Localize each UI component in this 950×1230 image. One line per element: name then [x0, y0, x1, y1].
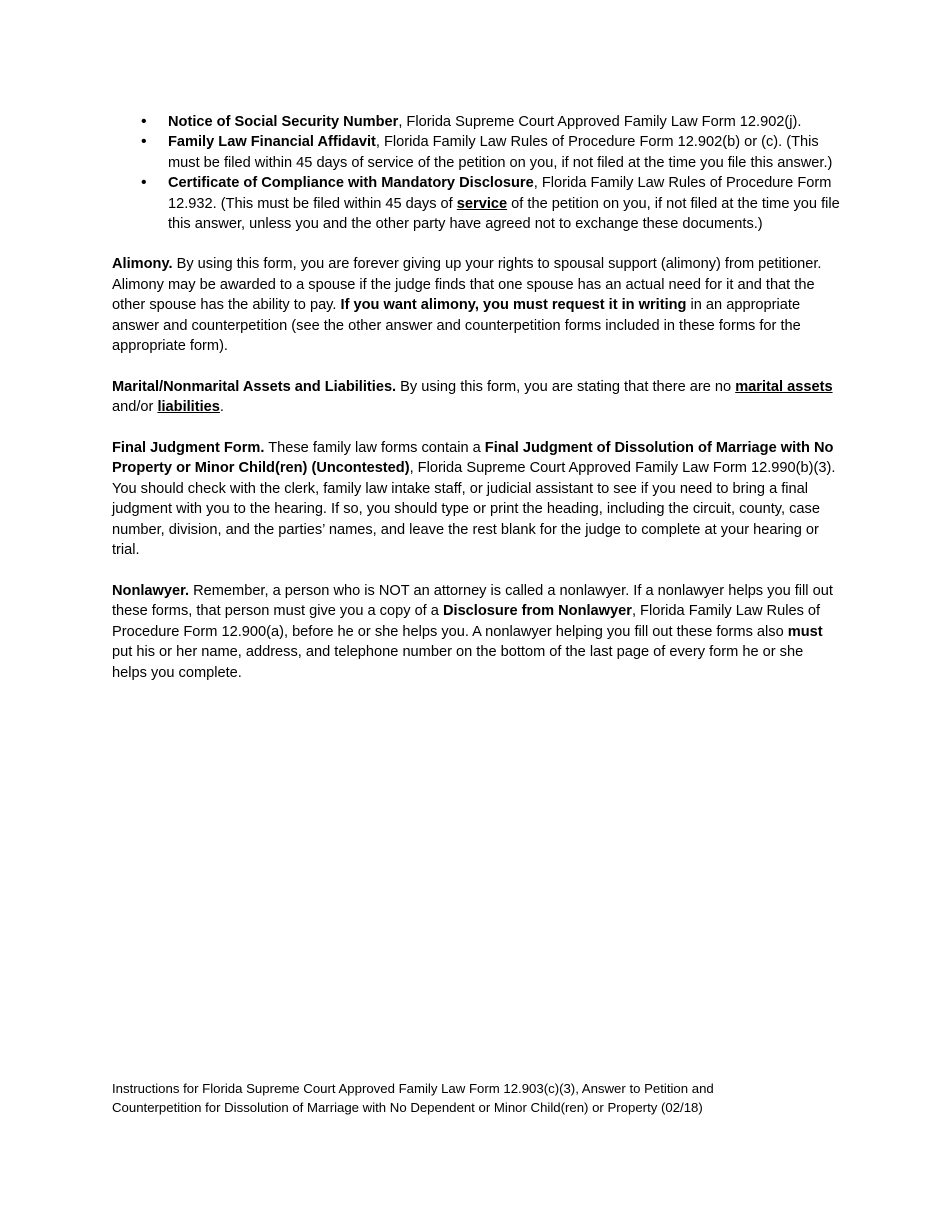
liabilities-link[interactable]: liabilities: [157, 399, 220, 416]
section-heading: Nonlawyer.: [112, 582, 190, 599]
section-text: in an appropriate answer and counterpetition (see the other answer and counterpetition forms included in these forms for the appropriate form).: [112, 297, 801, 355]
section-text: , Florida Family Law Rules of Procedure Form 12.900(a), before he or she helps you. A nonlawyer helping you fill out these forms also: [112, 603, 821, 640]
final-judgment-section: [112, 438, 840, 560]
section-text: By using this form, you are stating that there are no: [396, 378, 736, 395]
emphasis-text: must: [787, 623, 823, 640]
list-item: [168, 112, 840, 132]
footer-line: Instructions for Florida Supreme Court Approved Family Law Form 12.903(c)(3), Answer to Petition and: [112, 1081, 714, 1096]
section-text: and/or: [112, 399, 158, 416]
form-title: Certificate of Compliance with Mandatory Disclosure: [168, 175, 534, 192]
marital-assets-link[interactable]: marital assets: [735, 378, 833, 395]
footer-line: Counterpetition for Dissolution of Marriage with No Dependent or Minor Child(ren) or Property (02/18): [112, 1100, 703, 1115]
marital-assets-section: [112, 377, 840, 418]
nonlawyer-section: [112, 581, 840, 683]
form-title: Family Law Financial Affidavit: [168, 134, 376, 151]
section-text: By using this form, you are forever giving up your rights to spousal support (alimony) from petitioner. Alimony may be awarded to a spouse if the judge finds that one spouse has an actual need for it and that the other spouse has the ability to pay.: [112, 256, 822, 314]
emphasis-text: Final Judgment of Dissolution of Marriage with No Property or Minor Child(ren) (Uncontested): [112, 440, 834, 477]
emphasis-text: If you want alimony, you must request it in writing: [340, 297, 687, 314]
required-forms-list: [112, 112, 840, 234]
section-text: Remember, a person who is NOT an attorney is called a nonlawyer. If a nonlawyer helps you fill out these forms, that person must give you a copy of a: [112, 582, 833, 620]
section-text: , Florida Supreme Court Approved Family Law Form 12.990(b)(3). You should check with the clerk, family law intake staff, or judicial assistant to see if you need to bring a final judgment with you to the hearing. If so, you should type or print the heading, including the circuit, county, case number, division, and the parties’ names, and leave the rest blank for the judge to complete at your hearing or trial.: [112, 460, 836, 559]
form-title: Notice of Social Security Number: [168, 114, 399, 130]
form-description: of the petition on you, if not filed at the time you file this answer, unless you and the other party have agreed not to exchange these documents.): [168, 195, 840, 233]
section-heading: Final Judgment Form.: [112, 440, 265, 457]
section-text: .: [219, 399, 224, 416]
service-link[interactable]: service: [456, 195, 508, 212]
section-text: put his or her name, address, and telephone number on the bottom of the last page of every form he or she helps you complete.: [112, 644, 804, 681]
section-heading: Alimony.: [112, 256, 173, 273]
form-description: , Florida Family Law Rules of Procedure Form 12.902(b) or (c). (This must be filed within 45 days of service of the petition on you, if not filed at the time you file this answer.): [168, 134, 833, 171]
form-description: , Florida Supreme Court Approved Family Law Form 12.902(j).: [398, 114, 802, 130]
section-heading: Marital/Nonmarital Assets and Liabilities.: [112, 378, 397, 395]
form-description: , Florida Family Law Rules of Procedure Form 12.932. (This must be filed within 45 days of: [168, 175, 832, 212]
document-page: [112, 112, 840, 703]
emphasis-text: Disclosure from Nonlawyer: [442, 603, 632, 620]
section-text: These family law forms contain a: [264, 440, 485, 457]
page-footer: [112, 1079, 842, 1117]
list-item: [168, 132, 840, 173]
list-item: [168, 173, 840, 234]
alimony-section: [112, 254, 840, 356]
